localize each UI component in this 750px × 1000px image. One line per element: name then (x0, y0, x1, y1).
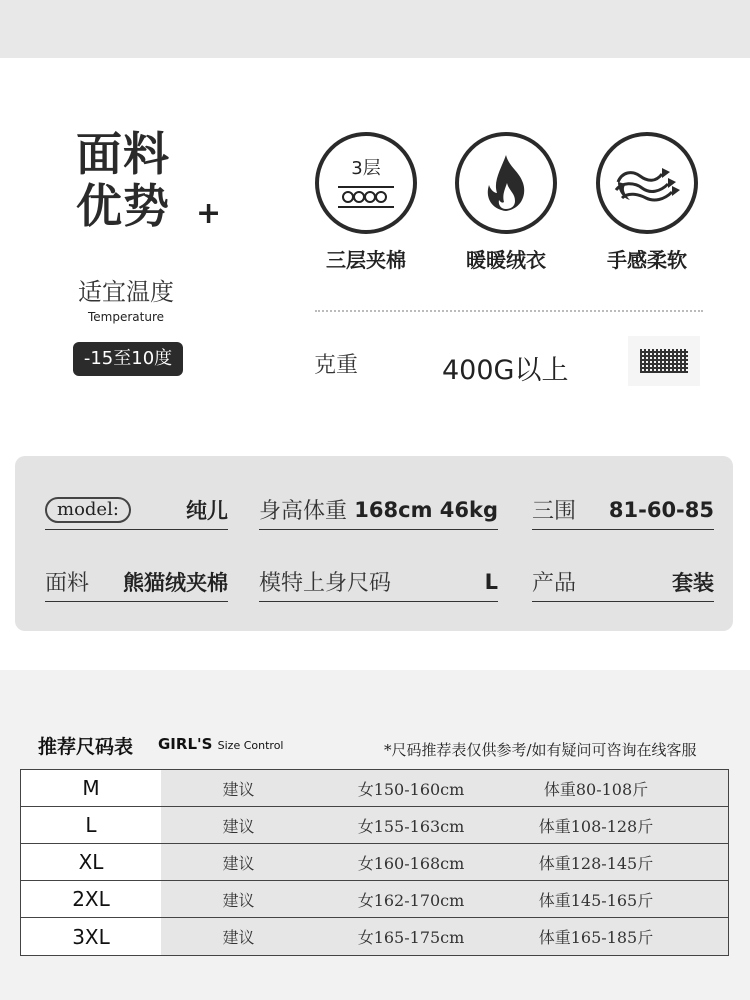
product-value: 套装 (672, 570, 714, 595)
plus-sign: + (196, 196, 222, 231)
size-chart-title-en (158, 735, 283, 753)
size-chart-title-en-small: Size Control (217, 739, 284, 752)
flame-icon (455, 132, 557, 234)
size-cell: 3XL (21, 918, 161, 955)
height-cell: 女160-168cm (357, 853, 465, 873)
feature-label: 三层夹棉 (326, 248, 406, 272)
model-label: model: (45, 497, 131, 523)
size-chart-title-en-main: GIRL'S (158, 735, 213, 753)
suggest-cell: 建议 (222, 853, 255, 873)
table-row (21, 844, 728, 881)
height-weight-cell (259, 490, 498, 530)
table-row (21, 807, 728, 844)
size-chart-note: *尺码推荐表仅供参考/如有疑问可咨询在线客服 (384, 741, 697, 759)
soft-wave-icon (596, 132, 698, 234)
height-cell: 女165-175cm (357, 928, 465, 947)
fabric-texture-swatch (628, 336, 700, 386)
height-cell: 女150-160cm (357, 779, 465, 799)
product-label: 产品 (532, 571, 577, 596)
weight-cell: 体重108-128斤 (538, 816, 654, 836)
weight-label: 克重 (314, 353, 359, 378)
suggest-cell: 建议 (222, 928, 255, 947)
top-band (0, 0, 750, 58)
top-size-cell (259, 562, 498, 602)
temperature-subtitle: Temperature (88, 310, 165, 324)
fabric-cell (45, 562, 228, 602)
size-cell: L (21, 807, 161, 843)
fabric-advantage-title: 面料优势 (76, 127, 170, 233)
top-size-value: L (484, 569, 498, 594)
cotton-layers-icon (315, 132, 417, 234)
table-row (21, 770, 728, 807)
size-cell: 2XL (21, 881, 161, 917)
suggest-cell: 建议 (222, 816, 255, 836)
top-size-label: 模特上身尺码 (259, 571, 392, 596)
model-name: 纯儿 (186, 498, 228, 523)
height-cell: 女162-170cm (357, 890, 465, 910)
product-cell (532, 562, 714, 602)
weight-cell: 体重128-145斤 (538, 853, 654, 873)
size-cell: XL (21, 844, 161, 880)
feature-warm (441, 132, 571, 273)
weight-cell: 体重165-185斤 (538, 928, 654, 947)
model-info-card (15, 456, 733, 631)
feature-label: 手感柔软 (607, 248, 687, 272)
suggest-cell: 建议 (222, 890, 255, 910)
size-cell: M (21, 770, 161, 806)
fabric-label: 面料 (45, 571, 90, 596)
model-name-cell (45, 490, 228, 530)
temperature-range-badge: -15至10度 (73, 342, 183, 376)
height-weight-label: 身高体重 (259, 499, 348, 524)
feature-label: 暖暖绒衣 (466, 248, 546, 272)
measurements-value: 81-60-85 (608, 497, 714, 522)
height-weight-value: 168cm 46kg (354, 497, 498, 522)
layer-count-text: 3层 (351, 158, 381, 179)
size-chart-title: 推荐尺码表 (38, 736, 134, 758)
measurements-cell (532, 490, 714, 530)
feature-three-layer (301, 132, 431, 273)
weight-cell: 体重80-108斤 (543, 779, 649, 799)
size-table (20, 769, 729, 956)
temperature-title: 适宜温度 (78, 278, 174, 306)
fabric-value: 熊猫绒夹棉 (123, 570, 228, 595)
suggest-cell: 建议 (222, 779, 255, 799)
weight-cell: 体重145-165斤 (538, 890, 654, 910)
measurements-label: 三围 (532, 499, 577, 524)
divider (315, 310, 703, 312)
height-cell: 女155-163cm (357, 816, 465, 836)
table-row (21, 881, 728, 918)
weight-value: 400G以上 (442, 355, 569, 386)
table-row (21, 918, 728, 955)
feature-soft (582, 132, 712, 273)
